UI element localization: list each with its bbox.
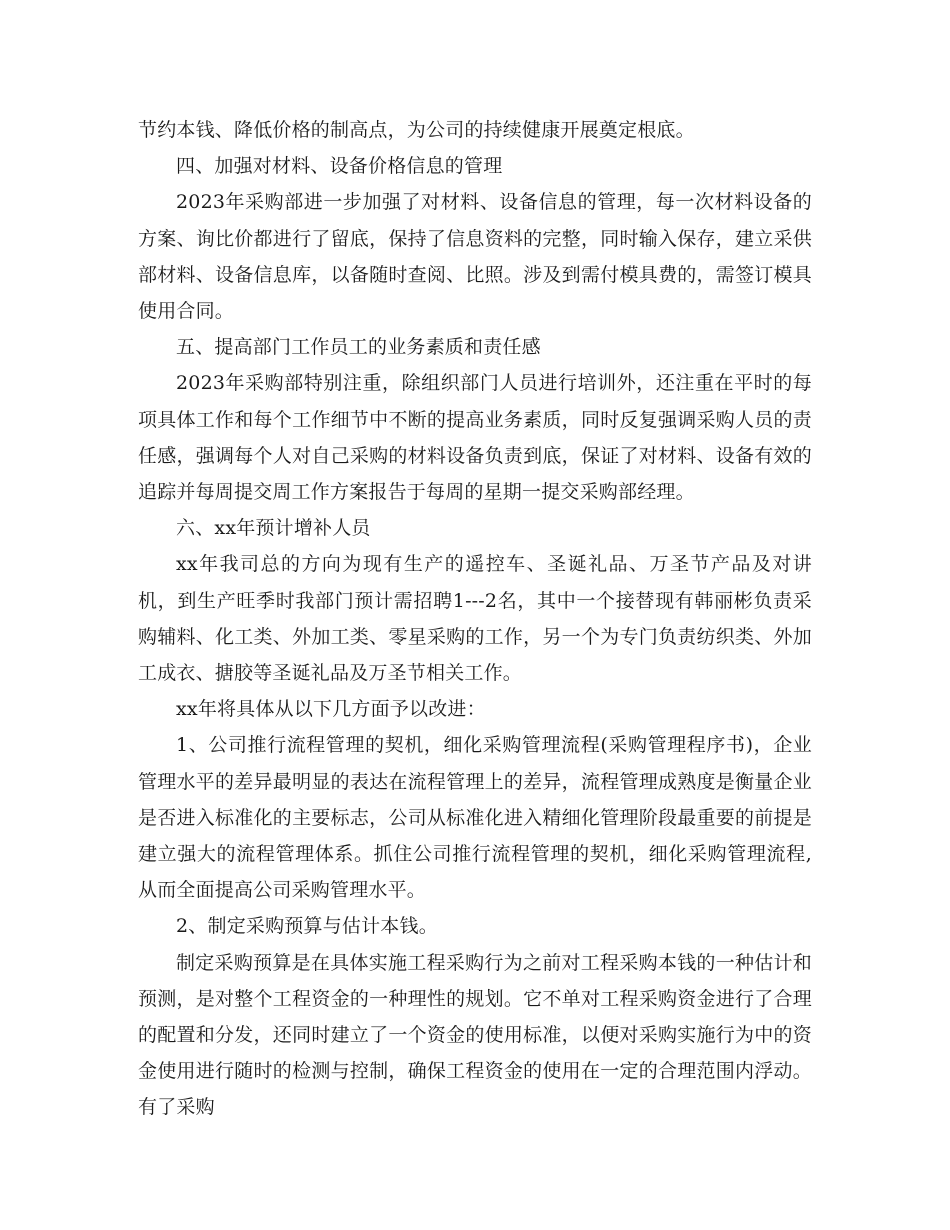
paragraph-improvements-intro: xx年将具体从以下几方面予以改进： (176, 698, 486, 721)
paragraph-improvement-1: 1、公司推行流程管理的契机，细化采购管理流程(采购管理程序书)，企业管理水平的差异最明显的表达在流程管理上的差异，流程管理成熟度是衡量企业是否进入标准化的主要标志，公司从标准化进入精细化管理阶段最重要的前提是建立强大的流程管理体系。抓住公司推行流程管理的契机，细化采购管理流程,从而全面提高公司采购管理水平。 (138, 734, 812, 902)
section-heading-4: 四、加强对材料、设备价格信息的管理 (176, 155, 503, 178)
paragraph-continuation: 节约本钱、降低价格的制高点，为公司的持续健康开展奠定根底。 (138, 119, 695, 141)
paragraph-price-info: 2023年采购部进一步加强了对材料、设备信息的管理，每一次材料设备的方案、询比价都进行了留底，保持了信息资料的完整，同时输入保存，建立采供部材料、设备信息库，以备随时查阅、比照。涉及到需付模具费的，需签订模具使用合同。 (138, 191, 812, 323)
section-heading-5: 五、提高部门工作员工的业务素质和责任感 (176, 336, 541, 359)
document-body (138, 112, 812, 1126)
section-heading-6: 六、xx年预计增补人员 (176, 517, 371, 540)
paragraph-improvement-2-title: 2、制定采购预算与估计本钱。 (176, 915, 438, 938)
paragraph-staffing-plan: xx年我司总的方向为现有生产的遥控车、圣诞礼品、万圣节产品及对讲机，到生产旺季时我部门预计需招聘1---2名，其中一个接替现有韩丽彬负责采购辅料、化工类、外加工类、零星采购的工作，另一个为专门负责纺织类、外加工成衣、搪胶等圣诞礼品及万圣节相关工作。 (138, 553, 812, 685)
paragraph-staff-quality: 2023年采购部特别注重，除组织部门人员进行培训外，还注重在平时的每项具体工作和每个工作细节中不断的提高业务素质，同时反复强调采购人员的责任感，强调每个人对自己采购的材料设备负责到底，保证了对材料、设备有效的追踪并每周提交周工作方案报告于每周的星期一提交采购部经理。 (138, 372, 812, 504)
paragraph-budget: 制定采购预算是在具体实施工程采购行为之前对工程采购本钱的一种估计和预测，是对整个工程资金的一种理性的规划。它不单对工程采购资金进行了合理的配置和分发，还同时建立了一个资金的使用标准，以便对采购实施行为中的资金使用进行随时的检测与控制，确保工程资金的使用在一定的合理范围内浮动。有了采购 (138, 951, 812, 1119)
